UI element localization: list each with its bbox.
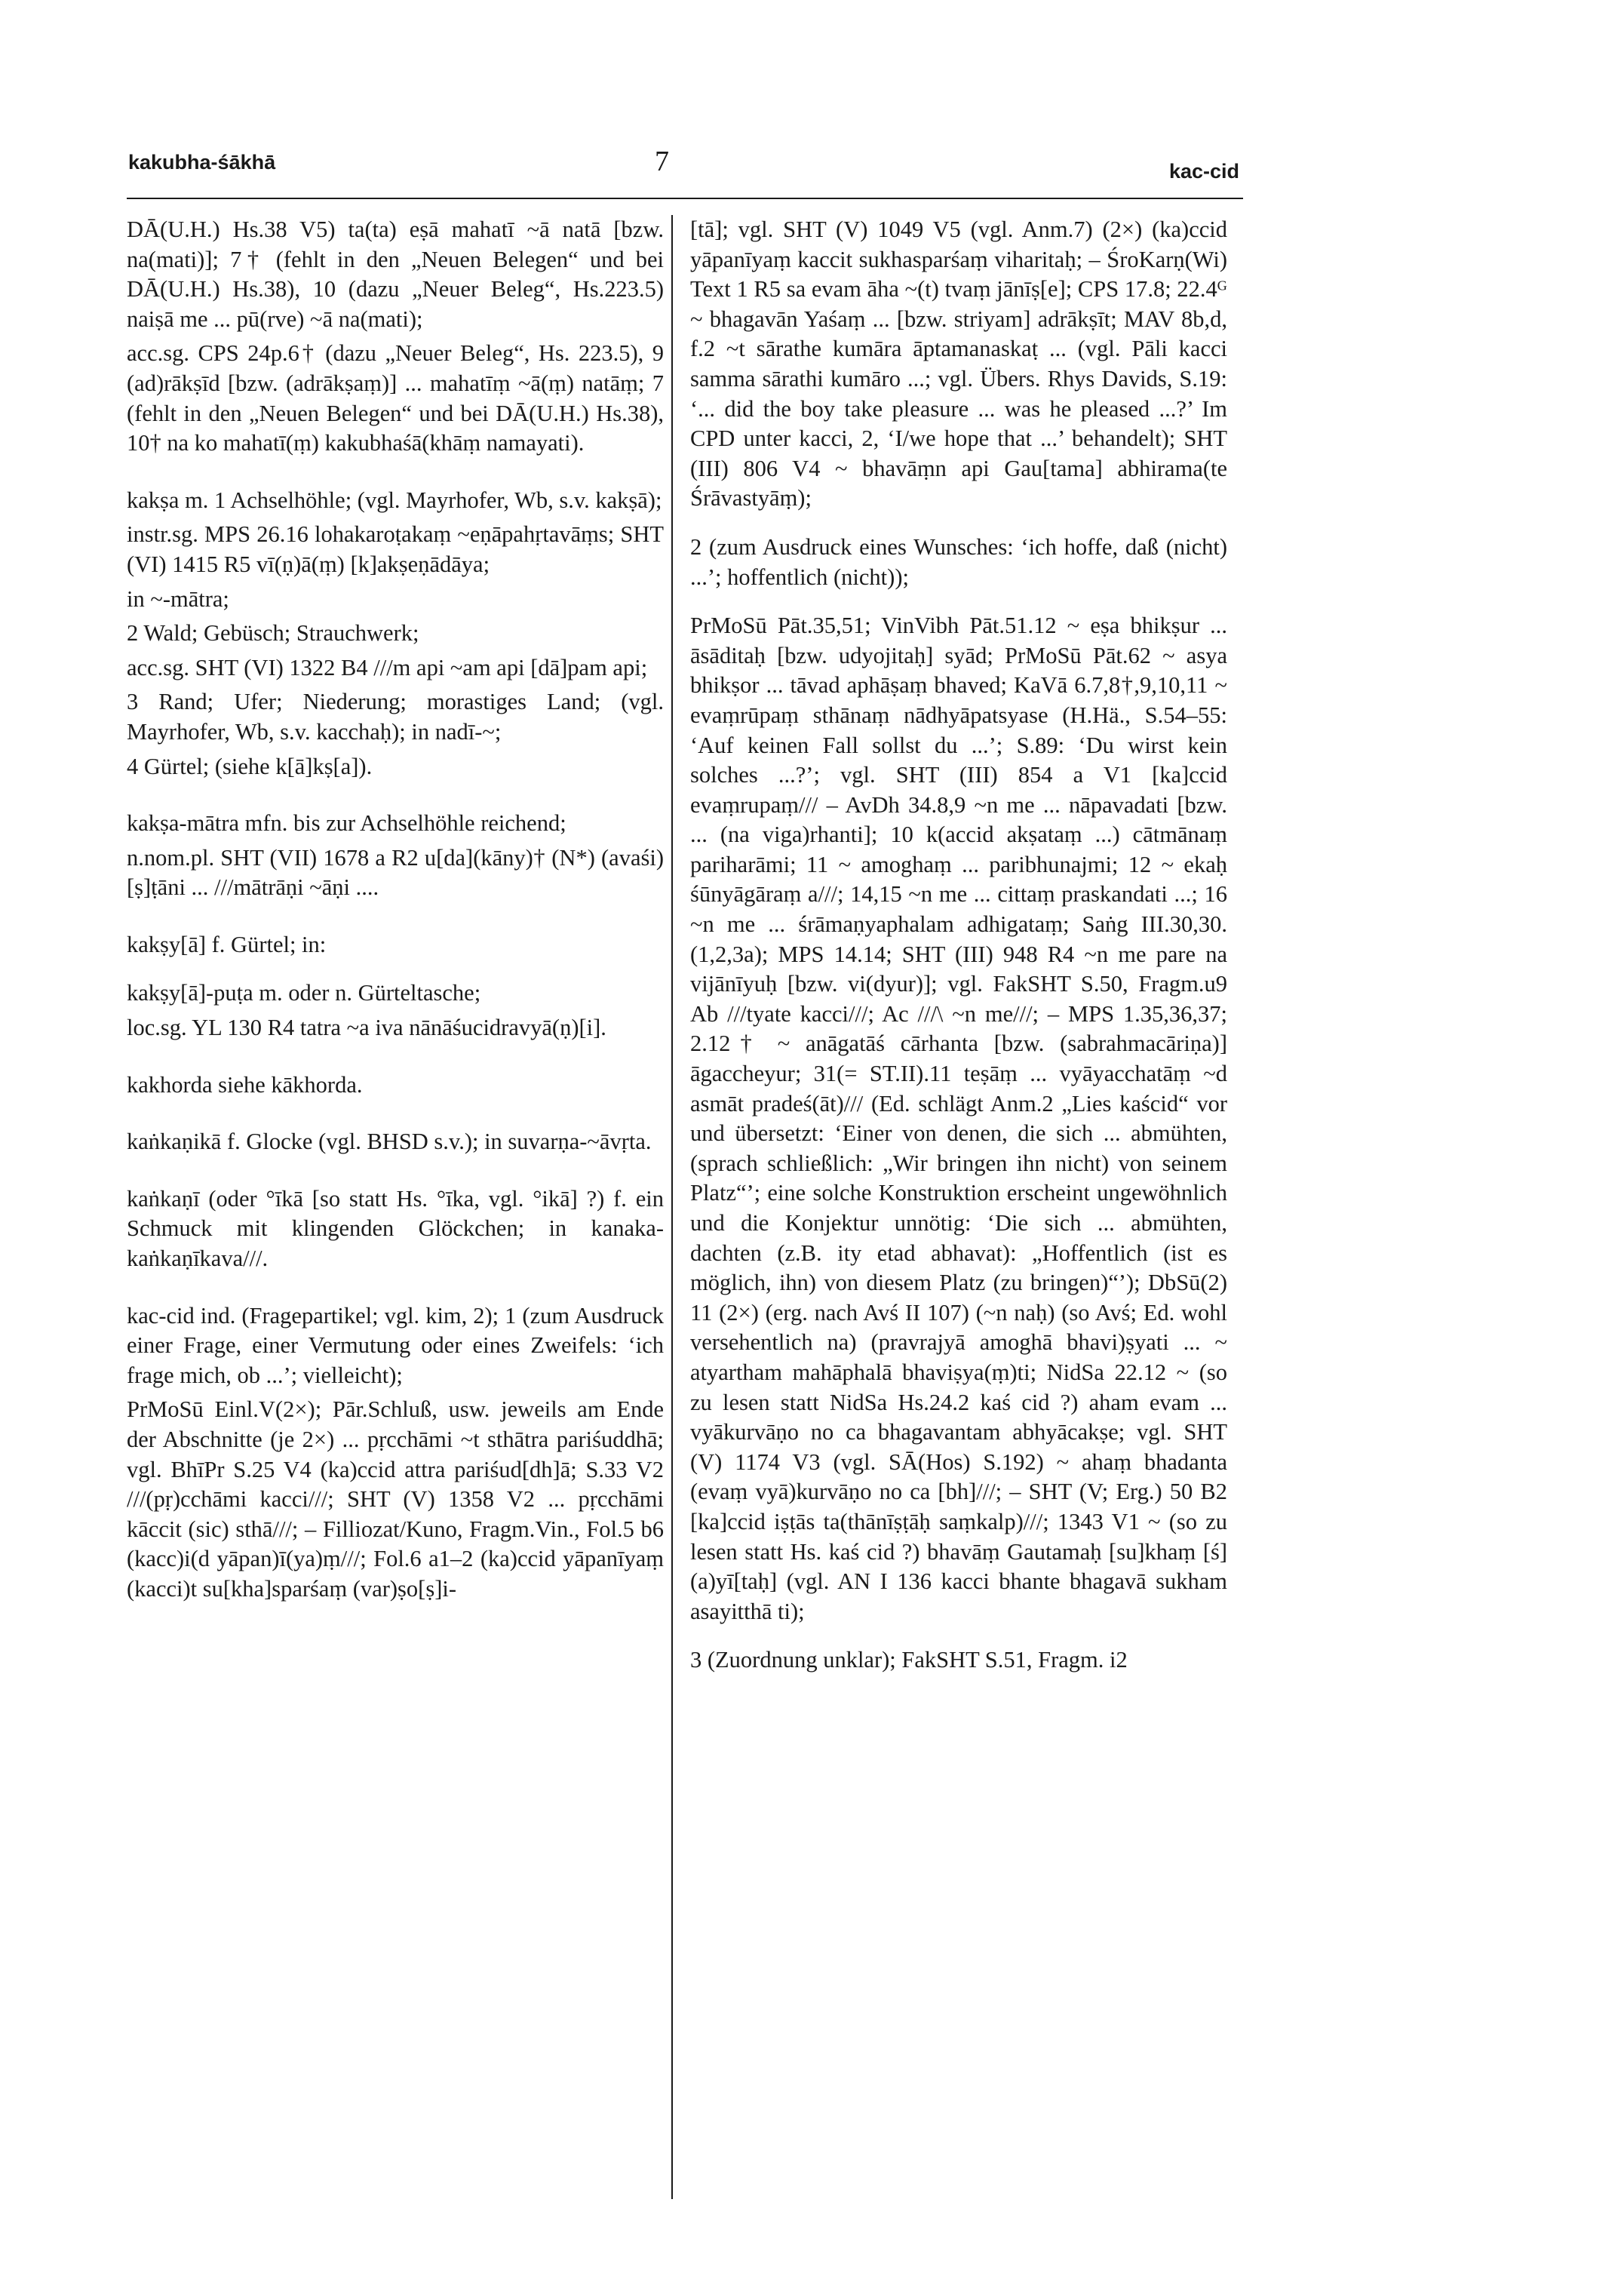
entry-headword-kaksya: kakṣy[ā] f. Gürtel; in:	[127, 931, 327, 957]
entry-paragraph: DĀ(U.H.) Hs.38 V5) ta(ta) eṣā mahatī ~ā natā [bzw. na(mati)]; 7† (fehlt in den „Neuen Belegen“ und bei DĀ(U.H.) Hs.38), 10 (dazu „Neuer Beleg“, Hs.223.5) naiṣā me ... pū(rve) ~ā na(mati);	[127, 217, 664, 332]
entry-headword-kac-cid: kac-cid ind. (Fragepartikel; vgl. kim, 2); 1 (zum Ausdruck einer Frage, einer Vermutung oder eines Zweifels: ‘ich frage mich, ob ...’; vielleicht);	[127, 1302, 664, 1388]
entry-paragraph: 2 Wald; Gebüsch; Strauchwerk;	[127, 620, 419, 647]
entry-paragraph: PrMoSū Pāt.35,51; VinVibh Pāt.51.12 ~ eṣa bhikṣur ... āsāditaḥ [bzw. udyojitaḥ] syād; PrMoSū Pāt.62 ~ asya bhikṣor ... tāvad aphāṣaṃ bhaved; KaVā 6.7,8†,9,10,11 ~ evaṃrūpaṃ sthānaṃ nādhyāpatsyase (H.Hä., S.54–55: ‘Auf keinen Fall sollst du ...’; S.89: ‘Du wirst kein solches ...?’; vgl. SHT (III) 854 a V1 [ka]ccid evaṃrupaṃ/// – AvDh 34.8,9 ~n me ... nāpavadati [bzw. ... (na viga)rhanti]; 10 k(accid akṣataṃ ...) cātmānaṃ pariharāmi; 11 ~ amoghaṃ ... paribhunajmi; 12 ~ ekaḥ śūnyāgāraṃ a///; 14,15 ~n me ... cittaṃ praskandati ...; 16 ~n me ... śrāmaṇyaphalam adhigataṃ; Saṅg III.30,30.(1,2,3a); MPS 14.14; SHT (III) 948 R4 ~n me pare na vijānīyuḥ [bzw. vi(dyur)]; vgl. FakSHT S.50, Fragm.u9 Ab ///tyate kacci///; Ac ///\ ~n me///; – MPS 1.35,36,37; 2.12† ~ anāgatāś cārhanta [bzw. (sabrahmacāriṇa)] āgaccheyur; 31(= ST.II).11 teṣāṃ ... vyāyacchatāṃ ~d asmāt pradeś(āt)/// (Ed. schlägt Anm.2 „Lies kaścid“ vor und übersetzt: ‘Einer von denen, die sich ... abmühten, (sprach schließlich: „Wir bringen ihn nicht) von seinem Platz“’; eine solche Konstruktion erscheint ungewöhnlich und die Konjektur unnötig: ‘Die sich ... abmühten, dachten (z.B. ity etad abhavat): „Hoffentlich (ist es möglich, ihn) von diesem Platz (zu bringen)“’); DbSū(2) 11 (2×) (erg. nach Avś II 107) (~n naḥ) (so Avś; Ed. wohl versehentlich na) (pravrajyā amoghā bhavi)ṣyati ... ~ atyartham mahāphalā bhaviṣya(ṃ)ti; NidSa 22.12 ~ (so zu lesen statt NidSa Hs.24.2 kaś cid ?) aham evam ... vyākurvāṇo no ca bhagavantam abhyācakṣe; vgl. SHT (V) 1174 V3 (vgl. SĀ(Hos) S.192) ~ ahaṃ bhadanta (evaṃ vyā)kurvāṇo no ca [bh]///; – SHT (V; Erg.) 50 B2 [ka]ccid iṣṭās ta(thānīṣṭāḥ saṃkalp)///; 1343 V1 ~ (so zu lesen statt Hs. kaś cid ?) bhavāṃ Gautamaḥ [su]khaṃ [ś](a)yī[taḥ] (vgl. AN I 136 kacci bhante bhagavā sukham asayitthā ti);	[690, 613, 1227, 1624]
running-head-left: kakubha-śākhā	[128, 151, 276, 174]
entry-paragraph: [tā]; vgl. SHT (V) 1049 V5 (vgl. Anm.7) (2×) (ka)ccid yāpanīyaṃ kaccit sukhasparśaṃ viharitaḥ; – ŚroKarṇ(Wi) Text 1 R5 sa evam āha ~(t) tvaṃ jānīṣ[e]; CPS 17.8; 22.4ᴳ ~ bhagavān Yaśaṃ ... [bzw. striyam] adrākṣīt; MAV 8b,d, f.2 ~t sārathe kumāra āptamanaskaṭ ... (vgl. Pāli kacci samma sārathi kumāro ...; vgl. Übers. Rhys Davids, S.19: ‘... did the boy take pleasure ... was he pleased ...?’ Im CPD unter kacci, 2, ‘I/we hope that ...’ behandelt); SHT (III) 806 V4 ~ bhavāṃn api Gau[tama] abhirama(te Śrāvastyāṃ);	[690, 217, 1227, 511]
entry-headword-kaksa: kakṣa m. 1 Achselhöhle; (vgl. Mayrhofer, Wb, s.v. kakṣā);	[127, 487, 662, 513]
entry-paragraph: instr.sg. MPS 26.16 lohakaroṭakaṃ ~eṇāpahṛtavāṃs; SHT (VI) 1415 R5 vī(ṇ)ā(ṃ) [k]akṣeṇādāya;	[127, 521, 664, 577]
entry-paragraph: n.nom.pl. SHT (VII) 1678 a R2 u[da](kāny)† (N*) (avaśi)[ṣ]ṭāni ... ///mātrāṇi ~āṇi ....	[127, 844, 664, 901]
column-divider	[671, 215, 673, 2199]
right-column	[690, 215, 1227, 1694]
entry-headword-kaksa-matra: kakṣa-mātra mfn. bis zur Achselhöhle reichend;	[127, 810, 566, 837]
entry-headword-kankanika: kaṅkaṇikā f. Glocke (vgl. BHSD s.v.); in suvarṇa-~āvṛta.	[127, 1129, 652, 1155]
entry-paragraph: PrMoSū Einl.V(2×); Pār.Schluß, usw. jeweils am Ende der Abschnitte (je 2×) ... pṛcchāmi ~t sthātra pariśuddhā; vgl. BhīPr S.25 V4 (ka)ccid attra pariśud[dh]ā; S.33 V2 ///(pṛ)cchāmi kacci///; SHT (V) 1358 V2 ... pṛcchāmi kāccit (sic) sthā///; – Filliozat/Kuno, Fragm.Vin., Fol.5 b6 (kacc)i(d yāpan)ī(ya)ṃ///; Fol.6 a1–2 (ka)ccid yāpanīyaṃ (kacci)t su[kha]sparśaṃ (var)ṣo[ṣ]i-	[127, 1396, 664, 1602]
running-head-right: kac-cid	[1168, 160, 1239, 183]
entry-paragraph: acc.sg. CPS 24p.6† (dazu „Neuer Beleg“, Hs. 223.5), 9 (ad)rākṣīd [bzw. (adrākṣaṃ)] ... mahatīṃ ~ā(ṃ) natāṃ; 7 (fehlt in den „Neuen Belegen“ und bei DĀ(U.H.) Hs.38), 10† na ko mahatī(ṃ) kakubhaśā(khāṃ namayati).	[127, 340, 664, 456]
page-number: 7	[655, 146, 669, 177]
entry-paragraph: loc.sg. YL 130 R4 tatra ~a iva nānāśucidravyā(ṇ)[i].	[127, 1015, 606, 1041]
entry-headword-kakhorda: kakhorda siehe kākhorda.	[127, 1071, 363, 1098]
entry-headword-kaksya-puta: kakṣy[ā]-puṭa m. oder n. Gürteltasche;	[127, 980, 481, 1006]
entry-headword-kankani: kaṅkaṇī (oder °īkā [so statt Hs. °īka, vgl. °ikā] ?) f. ein Schmuck mit klingenden Glöckchen; in kanaka-kaṅkaṇīkava///.	[127, 1185, 664, 1272]
entry-paragraph: in ~-mātra;	[127, 585, 229, 612]
entry-paragraph: 3 Rand; Ufer; Niederung; morastiges Land; (vgl. Mayrhofer, Wb, s.v. kacchaḥ); in nadī-~;	[127, 689, 664, 745]
entry-paragraph: 2 (zum Ausdruck eines Wunsches: ‘ich hoffe, daß (nicht) ...’; hoffentlich (nicht));	[690, 533, 1227, 590]
entry-paragraph: 4 Gürtel; (siehe k[ā]kṣ[a]).	[127, 753, 373, 779]
left-column	[127, 215, 664, 1623]
entry-paragraph: 3 (Zuordnung unklar); FakSHT S.51, Fragm. i2	[690, 1647, 1128, 1673]
entry-paragraph: acc.sg. SHT (VI) 1322 B4 ///m api ~am api [dā]pam api;	[127, 654, 648, 680]
header-rule	[127, 198, 1243, 199]
